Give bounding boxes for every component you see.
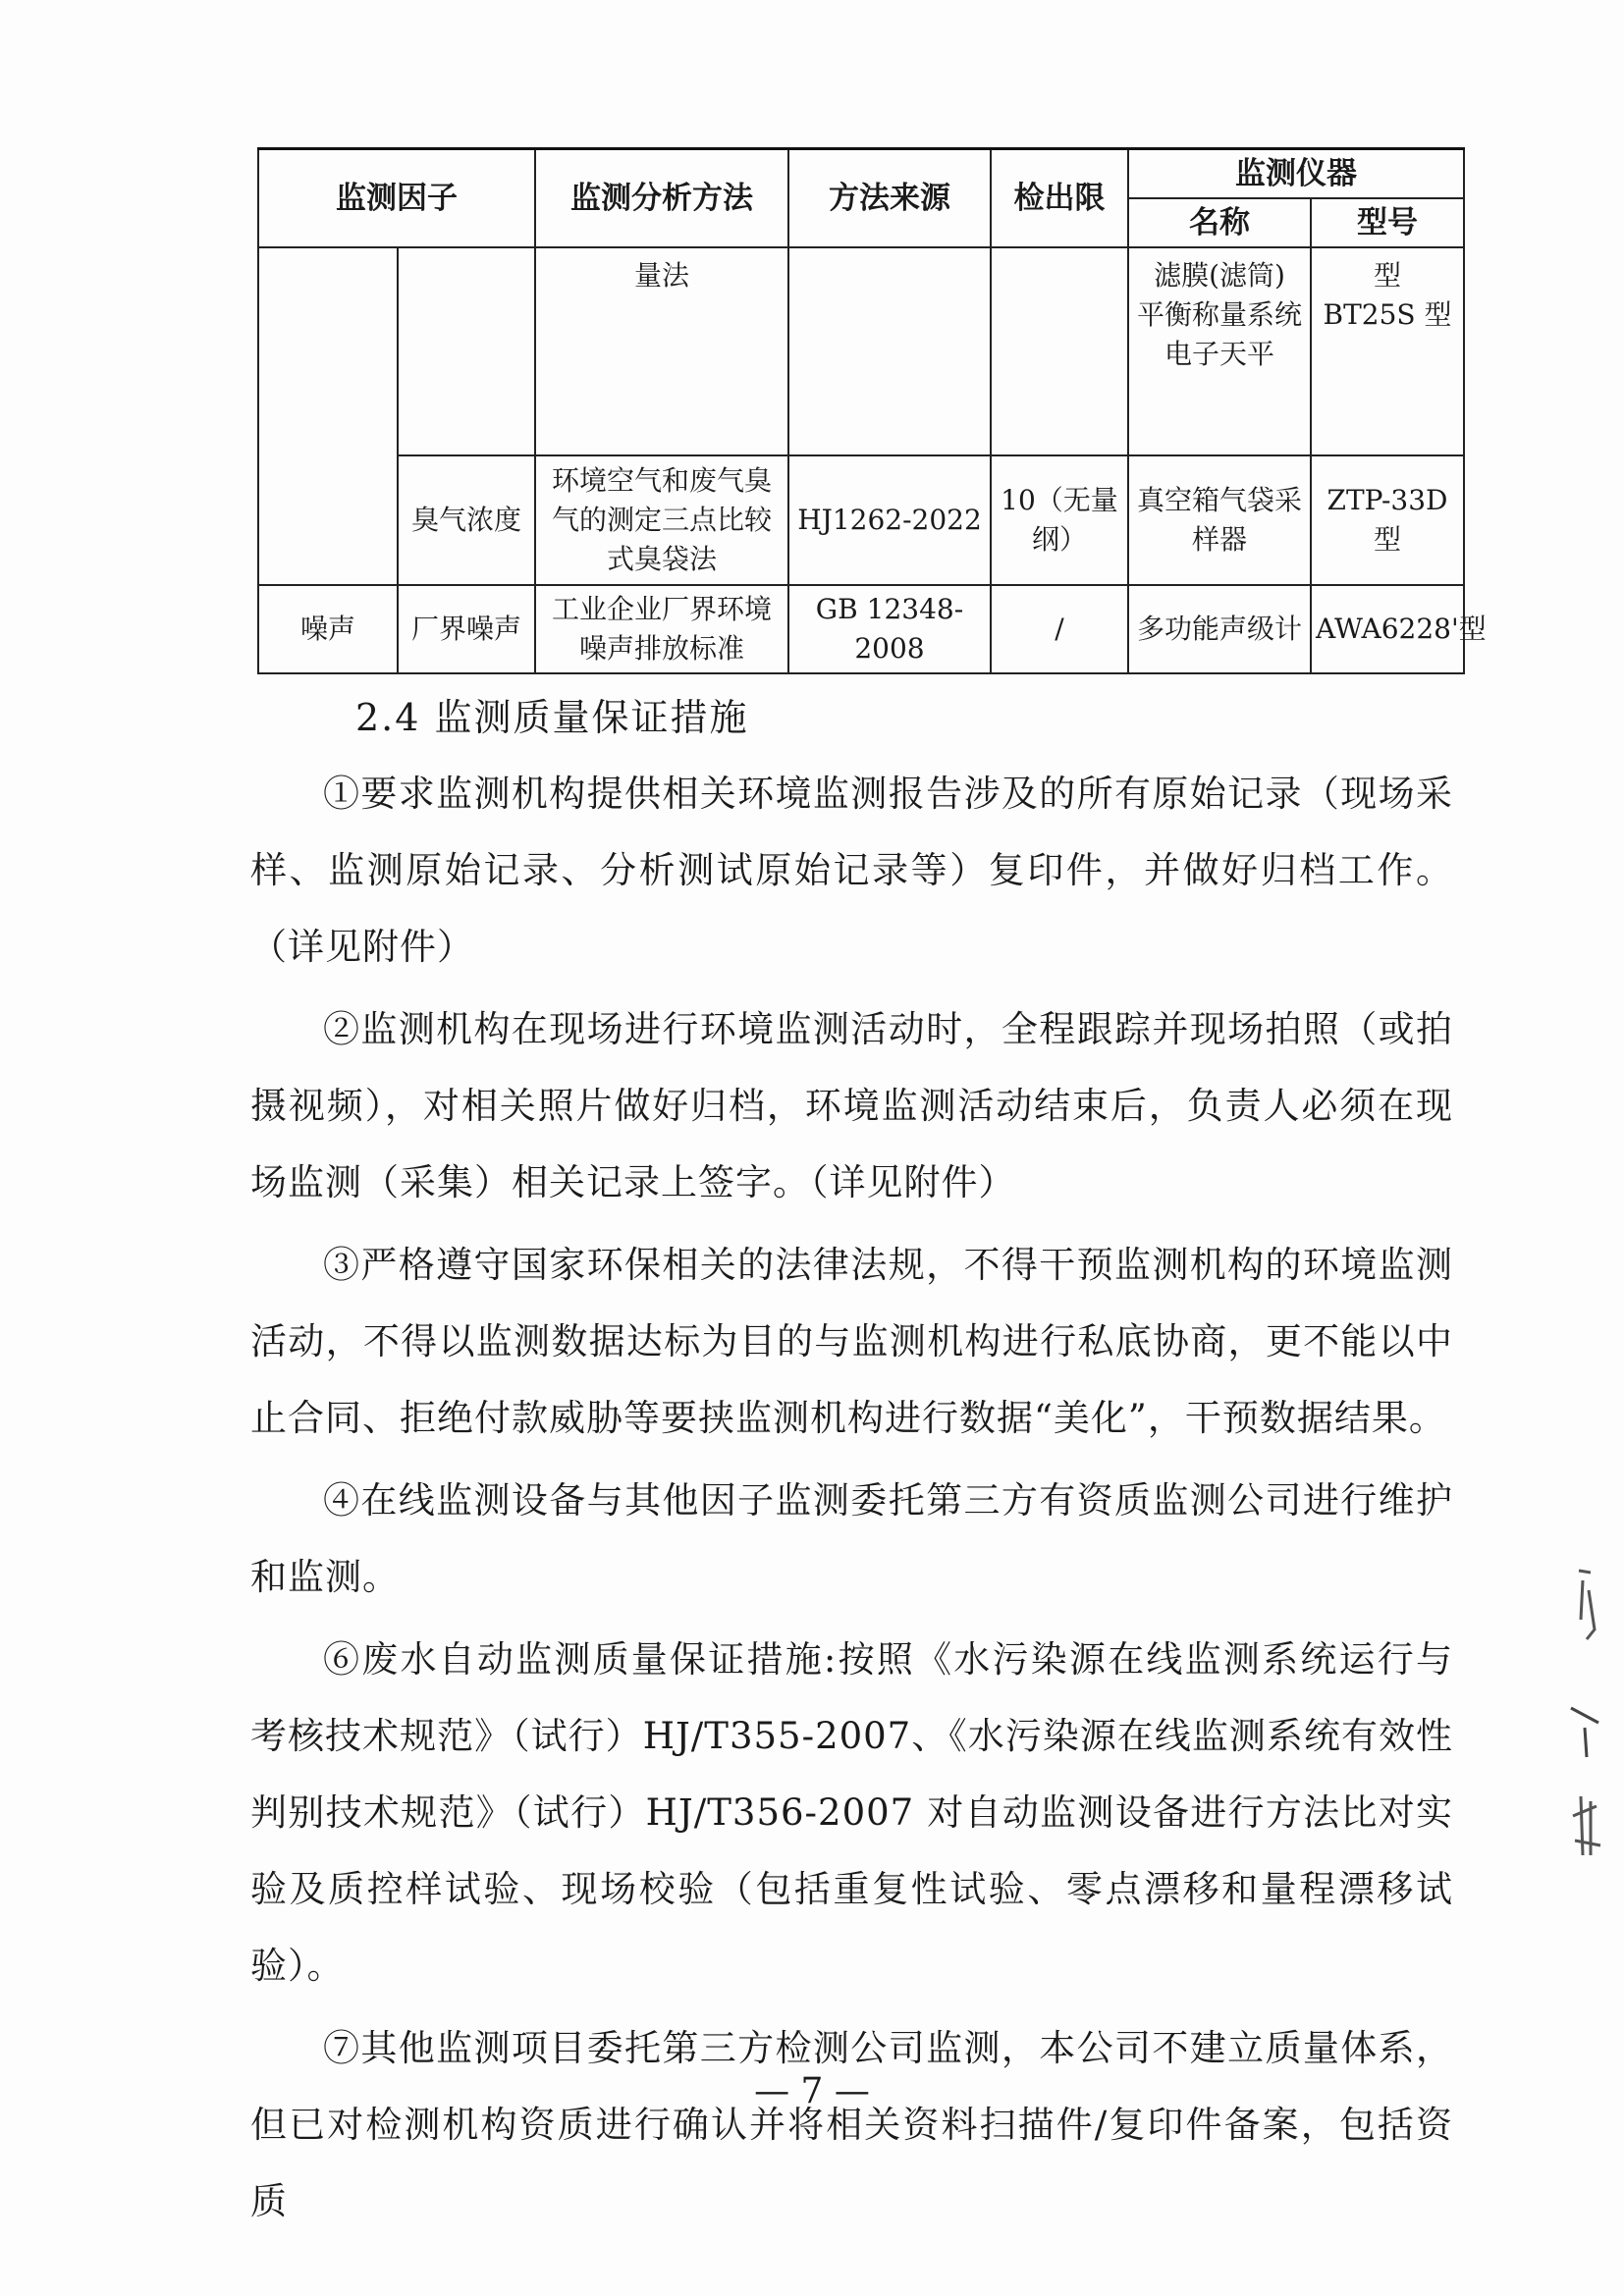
header-limit: 检出限	[991, 149, 1128, 248]
cell-factor	[258, 247, 398, 585]
cell-method: 工业企业厂界环境噪声排放标准	[535, 585, 788, 673]
paragraph: ①要求监测机构提供相关环境监测报告涉及的所有原始记录（现场采样、监测原始记录、分析测试原始记录等）复印件，并做好归档工作。（详见附件）	[250, 773, 1453, 968]
paragraph: ②监测机构在现场进行环境监测活动时，全程跟踪并现场拍照（或拍摄视频），对相关照片做好归档，环境监测活动结束后，负责人必须在现场监测（采集）相关记录上签字。（详见附件）	[250, 1008, 1453, 1203]
cell-limit	[991, 247, 1128, 455]
cell-instrument-model: ZTP-33D型	[1311, 455, 1464, 585]
paragraph: ⑦其他监测项目委托第三方检测公司监测，本公司不建立质量体系，但已对检测机构资质进行确认并将相关资料扫描件/复印件备案，包括资质	[250, 2027, 1453, 2222]
cell-source: HJ1262-2022	[788, 455, 991, 585]
header-factor: 监测因子	[258, 149, 535, 248]
header-method: 监测分析方法	[535, 149, 788, 248]
table-row	[258, 247, 1464, 455]
cell-instrument-name: 滤膜(滤筒) 平衡称量系统 电子天平	[1128, 247, 1311, 455]
cell-instrument-name: 真空箱气袋采样器	[1128, 455, 1311, 585]
section-title: 2.4 监测质量保证措施	[355, 696, 749, 739]
page-number: — 7 —	[754, 2071, 870, 2111]
cell-limit: /	[991, 585, 1128, 673]
paragraph: ③严格遵守国家环保相关的法律法规，不得干预监测机构的环境监测活动，不得以监测数据达标为目的与监测机构进行私底协商，更不能以中止合同、拒绝付款威胁等要挟监测机构进行数据“美化”，干预数据结果。	[250, 1244, 1453, 1439]
cell-instrument-model: 型 BT25S 型	[1311, 247, 1464, 455]
cell-subfactor: 臭气浓度	[398, 455, 535, 585]
header-instrument-name: 名称	[1128, 198, 1311, 247]
cell-instrument-model: AWA6228'型	[1311, 585, 1464, 673]
cell-method: 量法	[535, 247, 788, 455]
cell-subfactor: 厂界噪声	[398, 585, 535, 673]
cell-factor: 噪声	[258, 585, 398, 673]
monitoring-table-container	[257, 147, 1487, 674]
cell-subfactor	[398, 247, 535, 455]
paragraph: ⑥废水自动监测质量保证措施:按照《水污染源在线监测系统运行与考核技术规范》（试行）HJ/T355-2007、《水污染源在线监测系统有效性判别技术规范》（试行）HJ/T356-2007 对自动监测设备进行方法比对实验及质控样试验、现场校验（包括重复性试验、零点漂移和量程漂移试验）。	[250, 1638, 1453, 1987]
monitoring-table	[257, 147, 1487, 674]
cell-method: 环境空气和废气臭气的测定三点比较式臭袋法	[535, 455, 788, 585]
signature-mark	[1561, 1561, 1610, 1895]
header-instrument-model: 型号	[1311, 198, 1464, 247]
cell-source	[788, 247, 991, 455]
cell-instrument-name: 多功能声级计	[1128, 585, 1311, 673]
table-row	[258, 585, 1464, 673]
cell-source: GB 12348-2008	[788, 585, 991, 673]
table-row	[258, 455, 1464, 585]
header-instrument: 监测仪器	[1128, 149, 1464, 199]
header-source: 方法来源	[788, 149, 991, 248]
cell-limit: 10（无量纲）	[991, 455, 1128, 585]
body-text	[250, 756, 1453, 2246]
paragraph: ④在线监测设备与其他因子监测委托第三方有资质监测公司进行维护和监测。	[250, 1479, 1453, 1598]
